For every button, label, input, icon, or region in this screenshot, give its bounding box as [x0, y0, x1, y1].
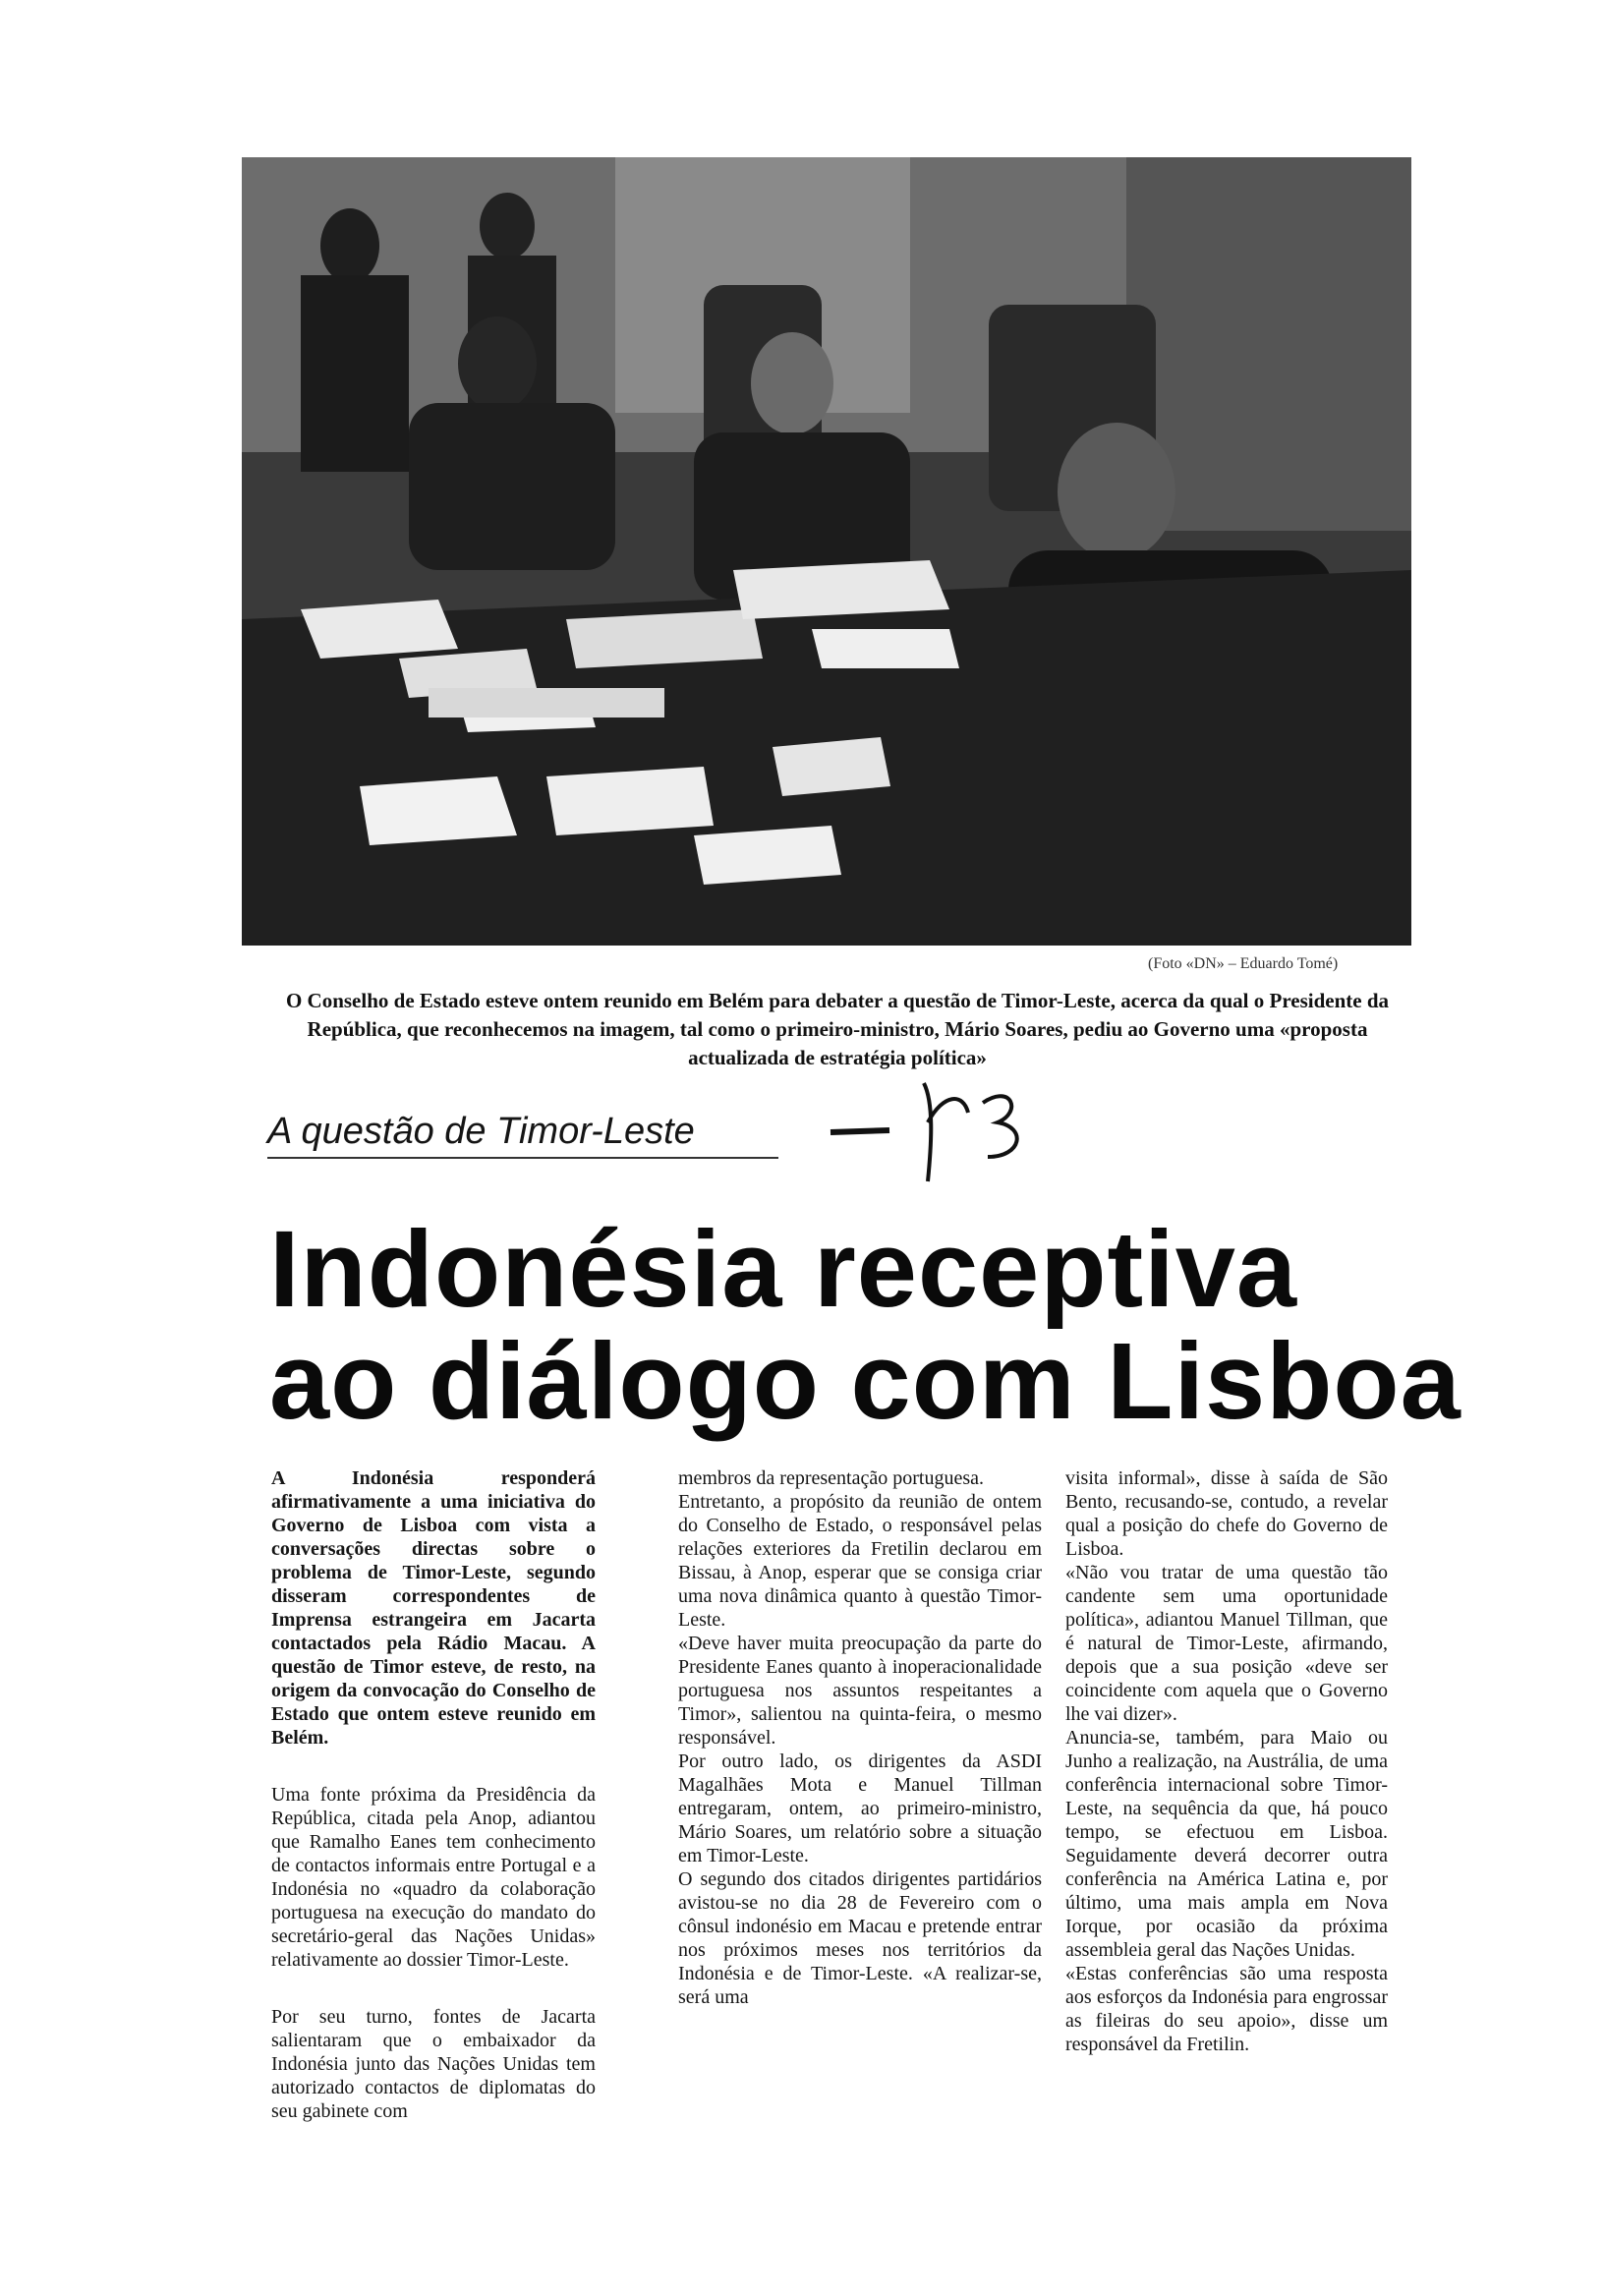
article-paragraph: Entretanto, a propósito da reunião de ontem do Conselho de Estado, o responsável pelas relações exteriores da Fretilin declarou em Bissau, à Anop, esperar que se consiga criar uma nova dinâmica quanto à questão Timor-Leste.	[678, 1491, 1042, 1631]
article-paragraph: Uma fonte próxima da Presidência da República, citada pela Anop, adiantou que Ramalho Eanes tem conhecimento de contactos informais entre Portugal e a Indonésia no «quadro da colaboração portuguesa na execução do mandato do secretário-geral das Nações Unidas» relativamente ao dossier Timor-Leste.	[271, 1784, 596, 1971]
article-paragraph: membros da representação portuguesa.	[678, 1467, 984, 1489]
headline-line-2: ao diálogo com Lisboa	[269, 1321, 1461, 1442]
handwritten-mark-icon	[826, 1063, 1061, 1191]
article-paragraph: Anuncia-se, também, para Maio ou Junho a realização, na Austrália, de uma conferência internacional sobre Timor-Leste, na sequência da que, há pouco tempo, se efectuou em Lisboa. Seguidamente deverá decorrer outra conferência na América Latina e, por último, uma mais ampla em Nova Iorque, por ocasião da próxima assembleia geral das Nações Unidas.	[1065, 1727, 1388, 1961]
meeting-photo-icon	[242, 157, 1411, 946]
article-paragraph: O segundo dos citados dirigentes partidários avistou-se no dia 28 de Fevereiro com o cônsul indonésio em Macau e pretende entrar nos próximos meses nos territórios da Indonésia e de Timor-Leste. «A realizar-se, será uma	[678, 1868, 1042, 2008]
article-paragraph: «Estas conferências são uma resposta aos esforços da Indonésia para engrossar as fileiras do seu apoio», disse um responsável da Fretilin.	[1065, 1963, 1388, 2055]
article-paragraph: «Não vou tratar de uma questão tão candente sem uma oportunidade política», adiantou Manuel Tillman, que é natural de Timor-Leste, afirmando, depois que a sua posição «deve ser coincidente com aquela que o Governo lhe vai dizer».	[1065, 1562, 1388, 1725]
article-paragraph: visita informal», disse à saída de São Bento, recusando-se, contudo, a revelar qual a posição do chefe do Governo de Lisboa.	[1065, 1467, 1388, 1560]
meeting-photo	[242, 157, 1411, 946]
article-lead: A Indonésia responderá afirmativamente a uma iniciativa do Governo de Lisboa com vista a conversações directas sobre o problema de Timor-Leste, segundo disseram correspondentes de Imprensa estrangeira em Jacarta contactados pela Rádio Macau. A questão de Timor esteve, de resto, na origem da convocação do Conselho de Estado que ontem esteve reunido em Belém.	[271, 1467, 596, 1749]
article-column-1	[271, 1466, 596, 2123]
section-kicker: A questão de Timor-Leste	[267, 1111, 778, 1159]
article-column-2	[678, 1466, 1042, 2009]
article-column-3	[1065, 1466, 1388, 2056]
headline	[269, 1209, 1461, 1442]
headline-line-1: Indonésia receptiva	[269, 1209, 1298, 1330]
article-paragraph: Por seu turno, fontes de Jacarta salientaram que o embaixador da Indonésia junto das Nações Unidas tem autorizado contactos de diplomatas do seu gabinete com	[271, 2006, 596, 2122]
photo-credit: (Foto «DN» – Eduardo Tomé)	[1148, 955, 1339, 972]
article-paragraph: Por outro lado, os dirigentes da ASDI Magalhães Mota e Manuel Tillman entregaram, ontem, ao primeiro-ministro, Mário Soares, um relatório sobre a situação em Timor-Leste.	[678, 1751, 1042, 1866]
article-paragraph: «Deve haver muita preocupação da parte do Presidente Eanes quanto à inoperacionalidade portuguesa nos assuntos respeitantes a Timor», salientou na quinta-feira, o mesmo responsável.	[678, 1633, 1042, 1749]
photo-caption: O Conselho de Estado esteve ontem reunido em Belém para debater a questão de Timor-Leste, acerca da qual o Presidente da República, que reconhecemos na imagem, tal como o primeiro-ministro, Mário Soares, pediu ao Governo uma «proposta actualizada de estratégia política»	[285, 989, 1390, 1069]
